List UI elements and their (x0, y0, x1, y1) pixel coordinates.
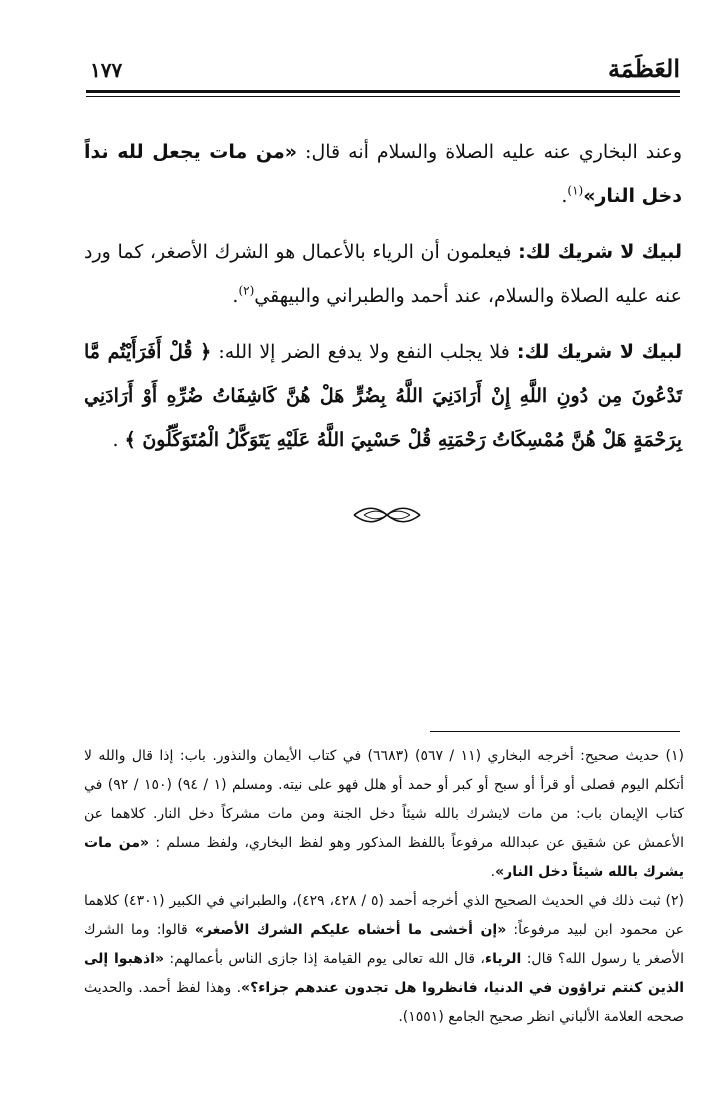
footnote-1-quote: «من مات يشرك بالله شيئاً دخل النار» (84, 835, 684, 880)
paragraph-3-lead: لبيك لا شريك لك: (516, 341, 682, 363)
paragraph-1 (84, 130, 682, 218)
ornament-divider-icon (352, 502, 422, 528)
footnote-1 (84, 742, 684, 887)
footnote-2 (84, 887, 684, 1032)
paragraph-2-text: فيعلمون أن الرياء بالأعمال هو الشرك الأصغر، كما ورد عنه عليه الصلاة والسلام، عند أحمد والطبراني والبيهقي (84, 241, 682, 307)
footnote-ref-2[interactable]: (٢) (238, 283, 255, 298)
footnote-ref-1[interactable]: (١) (567, 183, 584, 198)
paragraph-1-text: وعند البخاري عنه عليه الصلاة والسلام أنه قال: (297, 141, 683, 163)
quran-verse: ﴿ قُلْ أَفَرَأَيْتُم مَّا تَدْعُونَ مِن دُونِ اللَّهِ إِنْ أَرَادَنِيَ اللَّهُ بِضُرٍّ هَلْ هُنَّ كَاشِفَاتُ ضُرِّهِ أَوْ أَرَادَنِي بِرَحْمَةٍ هَلْ هُنَّ مُمْسِكَاتُ رَحْمَتِهِ قُلْ حَسْبِيَ اللَّهُ عَلَيْهِ يَتَوَكَّلُ الْمُتَوَكِّلُونَ ﴾ (84, 341, 682, 451)
footnotes (84, 742, 684, 1032)
footnote-1-end: . (490, 864, 496, 880)
running-head-title: العَظَمَة (608, 54, 680, 83)
header-rule-thin (86, 96, 680, 97)
footnote-2-text-b: قالوا: وما الشرك الأصغر يا رسول الله؟ قال: (84, 922, 685, 967)
footnote-2-text-c: ، قال الله تعالى يوم القيامة إذا جازى الناس بأعمالهم: (164, 951, 485, 967)
paragraph-3 (84, 330, 682, 462)
paragraph-2 (84, 230, 682, 318)
paragraph-3-end: . (112, 429, 125, 451)
page-number: ١٧٧ (90, 58, 123, 82)
footnote-2-quote-c: «اذهبوا إلى الذين كنتم تراؤون في الدنيا، فانظروا هل تجدون عندهم جزاء؟» (84, 951, 685, 996)
footnote-2-text-a: (٢) ثبت ذلك في الحديث الصحيح الذي أخرجه أحمد (٥ / ٤٢٨، ٤٢٩)، والطبراني في الكبير (٤٣٠١) كلاهما عن محمود ابن لبيد مرفوعاً: (84, 893, 684, 938)
main-text (84, 130, 682, 474)
footnote-2-quote-a: «إن أخشى ما أخشاه عليكم الشرك الأصغر» (194, 922, 507, 938)
paragraph-2-lead: لبيك لا شريك لك: (518, 241, 682, 263)
hadith-quote: «من مات يجعل لله نداً دخل النار» (84, 141, 682, 207)
footnote-1-text: (١) حديث صحيح: أخرجه البخاري (١١ / ٥٦٧) (٦٦٨٣) في كتاب الأيمان والنذور. باب: إذا قال والله لا أتكلم اليوم فصلى أو قرأ أو سبح أو كبر أو حمد أو هلل فهو على نيته. ومسلم (١ / ٩٤) (١٥٠ / ٩٢) في كتاب الإيمان باب: من مات لايشرك بالله شيئاً دخل الجنة ومن مات مشركاً دخل النار. كلاهما عن الأعمش عن شقيق عن عبدالله مرفوعاً باللفظ المذكور وهو لفظ البخاري، ولفظ مسلم : (84, 748, 685, 851)
footnote-2-text-d: . وهذا لفظ أحمد. والحديث صححه العلامة الألباني انظر صحيح الجامع (١٥٥١). (84, 980, 684, 1025)
paragraph-3-text: فلا يجلب النفع ولا يدفع الضر إلا الله: (211, 341, 517, 363)
footnote-separator (430, 731, 680, 732)
page-header (86, 52, 680, 96)
paragraph-1-end: . (561, 185, 568, 207)
header-rule (86, 90, 680, 93)
footnote-2-quote-b: الرياء (484, 951, 522, 967)
paragraph-2-end: . (232, 285, 239, 307)
